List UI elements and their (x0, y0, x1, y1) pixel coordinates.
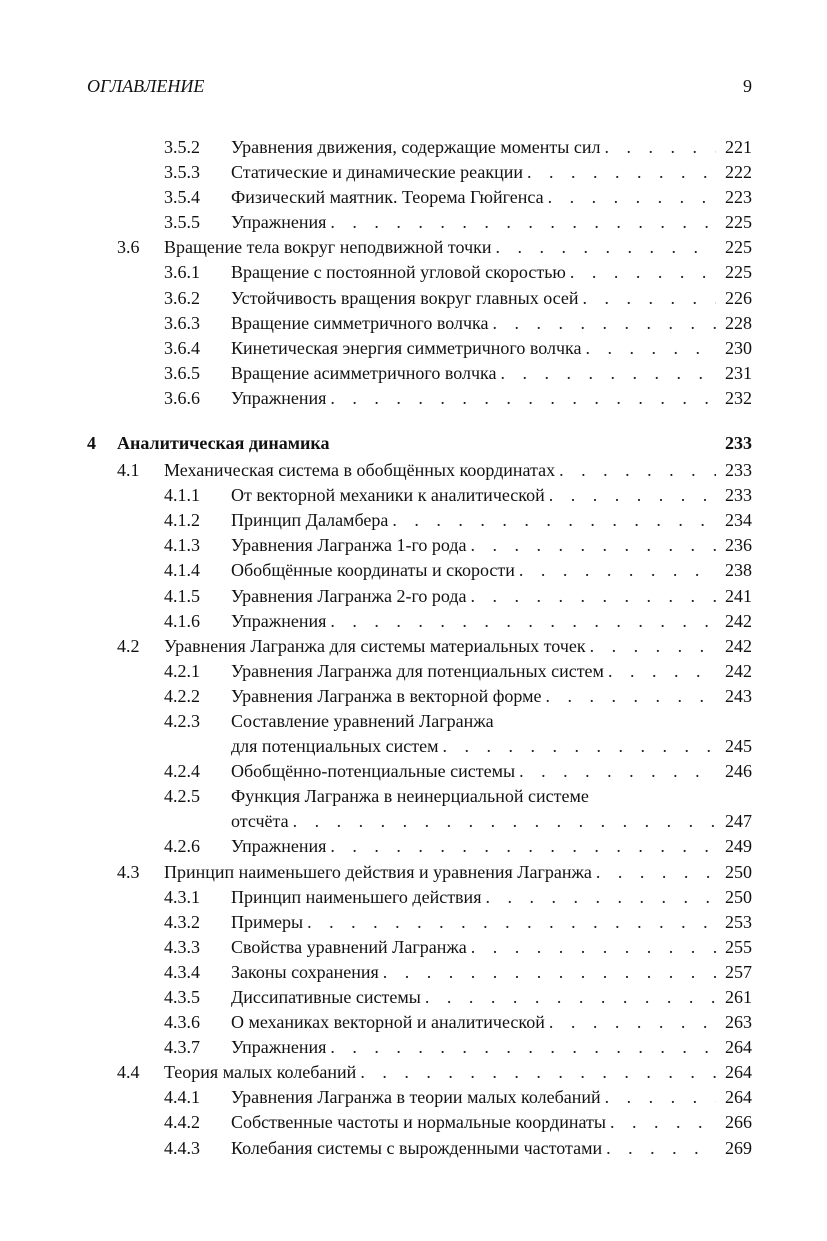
toc-entry-page: 255 (725, 936, 752, 957)
toc-entry-number: 4.1 (117, 460, 140, 481)
toc-entry-number: 4.1.4 (164, 560, 200, 581)
toc-entry-number: 4.2 (117, 635, 140, 656)
dot-leader (590, 634, 716, 659)
toc-entry-page: 242 (725, 610, 752, 631)
toc-entry[interactable] (0, 659, 827, 684)
toc-entry-title: Упражнения (231, 609, 330, 634)
toc-entry-number: 4.2.1 (164, 660, 200, 681)
dot-leader (546, 684, 717, 709)
toc-entry-title: Диссипативные системы (231, 985, 425, 1010)
dot-leader (610, 1110, 716, 1135)
toc-entry-title: Упражнения (231, 386, 330, 411)
toc-entry[interactable] (0, 135, 827, 160)
toc-entry-number: 4.2.2 (164, 685, 200, 706)
toc-entry[interactable] (0, 235, 827, 260)
toc-entry-number: 4.1.3 (164, 535, 200, 556)
dot-leader (471, 533, 716, 558)
toc-entry-page: 225 (725, 262, 752, 283)
toc-entry-number: 3.6.4 (164, 337, 200, 358)
toc-entry-title: Функция Лагранжа в неинерциальной системе (231, 784, 593, 809)
toc-entry-page: 264 (725, 1087, 752, 1108)
dot-leader (392, 508, 716, 533)
dot-leader (605, 1085, 716, 1110)
dot-leader (586, 336, 717, 361)
toc-entry-number: 3.6.1 (164, 262, 200, 283)
toc-entry-page: 257 (725, 961, 752, 982)
toc-entry-number: 3.5.3 (164, 162, 200, 183)
dot-leader (471, 584, 716, 609)
toc-entry-page: 225 (725, 212, 752, 233)
toc-entry-number: 4.4.2 (164, 1112, 200, 1133)
toc-entry-title: Колебания системы с вырожденными частотами (231, 1136, 606, 1161)
toc-entry-page: 242 (725, 660, 752, 681)
table-of-contents (0, 135, 827, 1161)
dot-leader (330, 210, 716, 235)
toc-entry-title: Принцип наименьшего действия (231, 885, 485, 910)
dot-leader (583, 286, 716, 311)
toc-entry[interactable] (0, 734, 827, 759)
toc-entry-title: Принцип наименьшего действия и уравнения Лагранжа (164, 860, 596, 885)
toc-entry-page: 232 (725, 387, 752, 408)
toc-entry-title: Законы сохранения (231, 960, 383, 985)
toc-entry[interactable] (0, 985, 827, 1010)
toc-entry[interactable] (0, 709, 827, 734)
toc-entry[interactable] (0, 784, 827, 809)
toc-entry[interactable] (0, 311, 827, 336)
toc-entry-page: 247 (725, 811, 752, 832)
toc-entry[interactable] (0, 361, 827, 386)
toc-entry-page: 266 (725, 1112, 752, 1133)
toc-entry-title: отсчёта (231, 809, 293, 834)
toc-entry-title: Уравнения Лагранжа 1-го рода (231, 533, 471, 558)
toc-entry-number: 4.4.3 (164, 1137, 200, 1158)
toc-entry-page: 250 (725, 861, 752, 882)
toc-entry[interactable] (0, 1060, 827, 1085)
toc-entry-page: 226 (725, 287, 752, 308)
toc-entry-title: Упражнения (231, 1035, 330, 1060)
toc-entry-number: 4.2.6 (164, 836, 200, 857)
running-header (87, 76, 752, 102)
dot-leader (330, 834, 716, 859)
toc-entry-number: 4.2.4 (164, 761, 200, 782)
toc-entry-number: 4.3.1 (164, 886, 200, 907)
toc-entry-number: 4.3.6 (164, 1012, 200, 1033)
toc-entry-title: О механиках векторной и аналитической (231, 1010, 549, 1035)
toc-entry[interactable] (0, 286, 827, 311)
toc-entry-number: 4.2.5 (164, 786, 200, 807)
dot-leader (549, 1010, 716, 1035)
toc-entry-number: 3.5.5 (164, 212, 200, 233)
toc-entry-number: 3.5.4 (164, 187, 200, 208)
toc-entry-title: Уравнения движения, содержащие моменты сил (231, 135, 605, 160)
toc-entry[interactable] (0, 935, 827, 960)
toc-entry[interactable] (0, 458, 827, 483)
dot-leader (383, 960, 716, 985)
toc-entry-title: Уравнения Лагранжа в теории малых колебаний (231, 1085, 605, 1110)
dot-leader (492, 311, 716, 336)
dot-leader (606, 1136, 716, 1161)
toc-entry-title: Теория малых колебаний (164, 1060, 360, 1085)
toc-entry-title: Принцип Даламбера (231, 508, 392, 533)
toc-entry-page: 241 (725, 585, 752, 606)
toc-entry-title: Устойчивость вращения вокруг главных осей (231, 286, 583, 311)
dot-leader (596, 860, 716, 885)
dot-leader (496, 235, 716, 260)
toc-entry[interactable] (0, 634, 827, 659)
toc-entry-number: 3.5.2 (164, 137, 200, 157)
toc-entry[interactable] (0, 386, 827, 411)
toc-entry-number: 4.3.4 (164, 961, 200, 982)
toc-entry[interactable] (0, 483, 827, 508)
toc-entry-number: 3.6 (117, 237, 140, 258)
toc-entry[interactable] (0, 684, 827, 709)
toc-entry-title: Свойства уравнений Лагранжа (231, 935, 471, 960)
toc-entry-page: 223 (725, 187, 752, 208)
toc-entry-title: Составление уравнений Лагранжа (231, 709, 498, 734)
toc-entry-title: Вращение асимметричного волчка (231, 361, 500, 386)
toc-entry-page: 246 (725, 761, 752, 782)
toc-entry[interactable] (0, 885, 827, 910)
toc-entry-title: Вращение симметричного волчка (231, 311, 492, 336)
toc-entry[interactable] (0, 1010, 827, 1035)
toc-entry[interactable] (0, 759, 827, 784)
toc-entry-title: Обобщённо-потенциальные системы (231, 759, 519, 784)
toc-chapter-entry[interactable] (0, 431, 827, 458)
toc-entry-title: Упражнения (231, 834, 330, 859)
toc-entry-number: 4.4.1 (164, 1087, 200, 1108)
toc-entry-page: 242 (725, 635, 752, 656)
toc-entry-title: для потенциальных систем (231, 734, 443, 759)
toc-entry-page: 264 (725, 1037, 752, 1058)
toc-entry-number: 4.4 (117, 1062, 140, 1083)
dot-leader (330, 386, 716, 411)
toc-entry-page: 225 (725, 237, 752, 258)
toc-entry-title: Уравнения Лагранжа для потенциальных систем (231, 659, 608, 684)
toc-entry-number: 4.2.3 (164, 710, 200, 731)
dot-leader (527, 160, 716, 185)
toc-entry-number: 3.6.6 (164, 387, 200, 408)
toc-entry-title: Уравнения Лагранжа в векторной форме (231, 684, 546, 709)
toc-entry-title: Аналитическая динамика (117, 431, 333, 456)
toc-entry-title: Уравнения Лагранжа 2-го рода (231, 584, 471, 609)
dot-leader (443, 734, 717, 759)
running-title: ОГЛАВЛЕНИЕ (87, 76, 205, 96)
toc-entry-number: 4.1.5 (164, 585, 200, 606)
toc-entry-title: Вращение тела вокруг неподвижной точки (164, 235, 496, 260)
toc-entry[interactable] (0, 609, 827, 634)
toc-entry[interactable] (0, 336, 827, 361)
toc-entry-number: 3.6.2 (164, 287, 200, 308)
toc-entry-title: Физический маятник. Теорема Гюйгенса (231, 185, 548, 210)
dot-leader (570, 260, 716, 285)
toc-entry-number: 4.1.6 (164, 610, 200, 631)
toc-entry-page: 250 (725, 886, 752, 907)
toc-entry-page: 230 (725, 337, 752, 358)
toc-entry-page: 243 (725, 685, 752, 706)
toc-entry-number: 4.3.5 (164, 987, 200, 1007)
toc-entry[interactable] (0, 960, 827, 985)
toc-entry-page: 233 (725, 485, 752, 506)
page-number: 9 (743, 76, 752, 96)
toc-entry-page: 233 (725, 460, 752, 481)
toc-entry[interactable] (0, 210, 827, 235)
toc-entry-page: 253 (725, 911, 752, 932)
dot-leader (608, 659, 716, 684)
toc-entry-number: 4.3.3 (164, 936, 200, 957)
toc-entry-page: 233 (725, 433, 752, 454)
toc-entry-title: Вращение с постоянной угловой скоростью (231, 260, 570, 285)
toc-entry[interactable] (0, 558, 827, 583)
dot-leader (360, 1060, 716, 1085)
toc-entry[interactable] (0, 1085, 827, 1110)
toc-entry-number: 4.3 (117, 861, 140, 882)
toc-entry-title: Примеры (231, 910, 307, 935)
toc-entry-title: Статические и динамические реакции (231, 160, 527, 185)
dot-leader (519, 759, 716, 784)
toc-entry-title: Уравнения Лагранжа для системы материальных точек (164, 634, 590, 659)
toc-entry-page: 261 (725, 987, 752, 1007)
toc-entry-number: 4 (87, 433, 96, 454)
toc-entry[interactable] (0, 1110, 827, 1135)
dot-leader (330, 1035, 716, 1060)
toc-entry-page: 249 (725, 836, 752, 857)
dot-leader (605, 135, 717, 160)
toc-entry-title: Кинетическая энергия симметричного волчка (231, 336, 586, 361)
toc-entry-number: 3.6.5 (164, 362, 200, 383)
toc-entry-title: Упражнения (231, 210, 330, 235)
toc-entry-page: 236 (725, 535, 752, 556)
toc-entry-number: 3.6.3 (164, 312, 200, 333)
toc-entry[interactable] (0, 584, 827, 609)
toc-entry-number: 4.3.7 (164, 1037, 200, 1058)
toc-entry[interactable] (0, 508, 827, 533)
dot-leader (330, 609, 716, 634)
toc-entry-page: 234 (725, 510, 752, 531)
toc-entry[interactable] (0, 260, 827, 285)
toc-entry-number: 4.3.2 (164, 911, 200, 932)
dot-leader (500, 361, 716, 386)
toc-entry-number: 4.1.1 (164, 485, 200, 506)
dot-leader (307, 910, 716, 935)
toc-entry[interactable] (0, 185, 827, 210)
toc-entry-title: Обобщённые координаты и скорости (231, 558, 519, 583)
toc-entry[interactable] (0, 1035, 827, 1060)
toc-entry-page: 231 (725, 362, 752, 383)
toc-entry-page: 238 (725, 560, 752, 581)
toc-entry[interactable] (0, 860, 827, 885)
toc-entry[interactable] (0, 160, 827, 185)
dot-leader (559, 458, 716, 483)
toc-entry-page: 245 (725, 736, 752, 757)
dot-leader (425, 985, 716, 1010)
toc-entry-title: Собственные частоты и нормальные координаты (231, 1110, 610, 1135)
toc-entry-page: 228 (725, 312, 752, 333)
toc-entry-title: От векторной механики к аналитической (231, 483, 549, 508)
toc-entry-number: 4.1.2 (164, 510, 200, 531)
toc-entry-page: 269 (725, 1137, 752, 1158)
toc-entry-page: 221 (725, 137, 752, 157)
toc-entry[interactable] (0, 910, 827, 935)
toc-entry[interactable] (0, 809, 827, 834)
dot-leader (485, 885, 716, 910)
toc-entry[interactable] (0, 834, 827, 859)
toc-entry[interactable] (0, 533, 827, 558)
dot-leader (519, 558, 716, 583)
toc-entry-page: 222 (725, 162, 752, 183)
toc-entry-page: 263 (725, 1012, 752, 1033)
dot-leader (293, 809, 716, 834)
toc-entry-page: 264 (725, 1062, 752, 1083)
dot-leader (548, 185, 716, 210)
dot-leader (549, 483, 716, 508)
toc-entry[interactable] (0, 1136, 827, 1161)
toc-entry-title: Механическая система в обобщённых координатах (164, 458, 559, 483)
dot-leader (471, 935, 716, 960)
